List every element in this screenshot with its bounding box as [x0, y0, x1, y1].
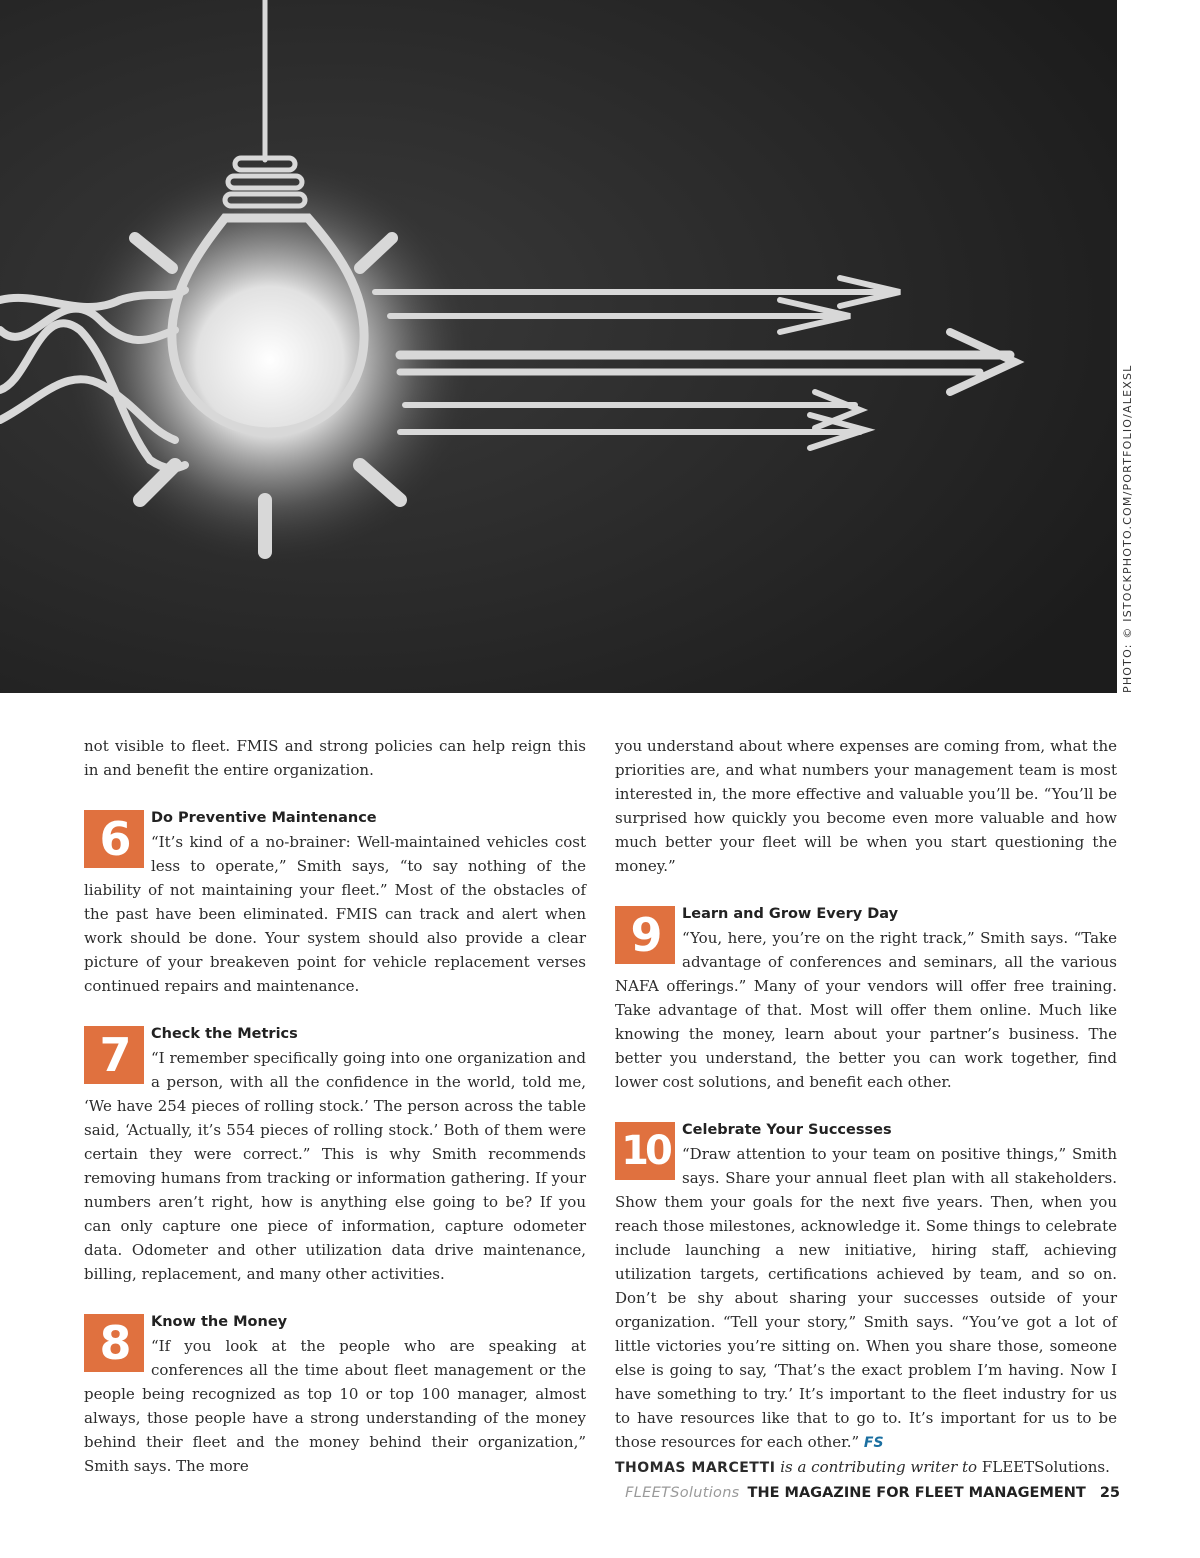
page-footer	[625, 1485, 1120, 1501]
author-name: THOMAS MARCETTI	[615, 1460, 776, 1476]
fs-end-mark: FS	[863, 1435, 884, 1451]
left-column	[84, 734, 586, 1478]
tip-body: “Draw attention to your team on positive things,” Smith says. Share your annual fleet plan with all stakeholders. Show them your goals for the next five years. Then, when you reach those milestones, acknowledge it. Some things to celebrate include launching a new initiative, hiring staff, achieving utilization targets, certifications achieved by team, and so on. Don’t be shy about sharing your successes outside of your organization. “Tell your story,” Smith says. “You’ve got a lot of little victories you’re sitting on. When you share those, someone else is going to say, ‘That’s the exact problem I’m having. Now I have something to try.’ It’s important to the fleet industry for us to have resources like that to go to. It’s important for us to be those resources for each other.”	[615, 1145, 1117, 1451]
tip-item-10	[615, 1118, 1117, 1455]
tip-body: “If you look at the people who are speaking at conferences all the time about fleet management or the people being recognized as top 10 or top 100 manager, almost always, those people have a strong understanding of the money behind their fleet and the money behind their organization,” Smith says. The more	[84, 1337, 586, 1475]
page-number: 25	[1099, 1485, 1120, 1501]
number-badge: 6	[84, 810, 144, 868]
tip-item-7	[84, 1022, 586, 1286]
magazine-name: FLEETSolutions	[625, 1485, 740, 1501]
tip-body: “It’s kind of a no-brainer: Well-maintained vehicles cost less to operate,” Smith says, “to say nothing of the liability of not maintaining your fleet.” Most of the obstacles of the past have been eliminated. FMIS can track and alert when work should be done. Your system should also provide a clear picture of your breakeven point for vehicle replacement verses continued repairs and maintenance.	[84, 833, 586, 995]
tip-title: Learn and Grow Every Day	[682, 906, 899, 922]
continued-paragraph: you understand about where expenses are coming from, what the priorities are, and what numbers your management team is most interested in, the more effective and valuable you’ll be. “You’ll be surprised how quickly you become even more valuable and how much better your fleet will be when you start questioning the money.”	[615, 737, 1117, 875]
intro-paragraph: not visible to fleet. FMIS and strong policies can help reign this in and benefit the entire organization.	[84, 737, 586, 779]
photo-credit: PHOTO: © ISTOCKPHOTO.COM/PORTFOLIO/ALEXSL	[1121, 364, 1134, 693]
tip-item-8	[84, 1310, 586, 1478]
number-badge: 8	[84, 1314, 144, 1372]
number-badge: 10	[615, 1122, 675, 1180]
number-badge: 9	[615, 906, 675, 964]
right-column	[615, 734, 1117, 1480]
number-badge: 7	[84, 1026, 144, 1084]
hero-photo	[0, 0, 1117, 693]
tip-body: “You, here, you’re on the right track,” Smith says. “Take advantage of conferences and seminars, all the various NAFA offerings.” Many of your vendors will offer free training. Take advantage of that. Most will offer them online. Much like knowing the money, learn about your partner’s business. The better you understand, the better you can work together, find lower cost solutions, and benefit each other.	[615, 929, 1117, 1091]
tip-title: Check the Metrics	[151, 1026, 298, 1042]
tip-title: Do Preventive Maintenance	[151, 810, 377, 826]
author-role: is a contributing writer to	[780, 1458, 978, 1476]
tip-title: Know the Money	[151, 1314, 288, 1330]
tip-item-9	[615, 902, 1117, 1094]
author-publication: FLEETSolutions.	[981, 1458, 1110, 1476]
tip-body: “I remember specifically going into one organization and a person, with all the confidence in the world, told me, ‘We have 254 pieces of rolling stock.’ The person across the table said, ‘Actually, it’s 554 pieces of rolling stock.’ Both of them were certain they were correct.” This is why Smith recommends removing humans from tracking or information gathering. If your numbers aren’t right, how is anything else going to be? If you can only capture one piece of information, capture odometer data. Odometer and other utilization data drive maintenance, billing, replacement, and many other activities.	[84, 1049, 586, 1283]
author-byline	[615, 1455, 1117, 1480]
tip-title: Celebrate Your Successes	[682, 1122, 892, 1138]
magazine-tagline: THE MAGAZINE FOR FLEET MANAGEMENT	[747, 1485, 1086, 1501]
lightbulb-illustration	[0, 0, 1117, 693]
tip-item-6	[84, 806, 586, 998]
